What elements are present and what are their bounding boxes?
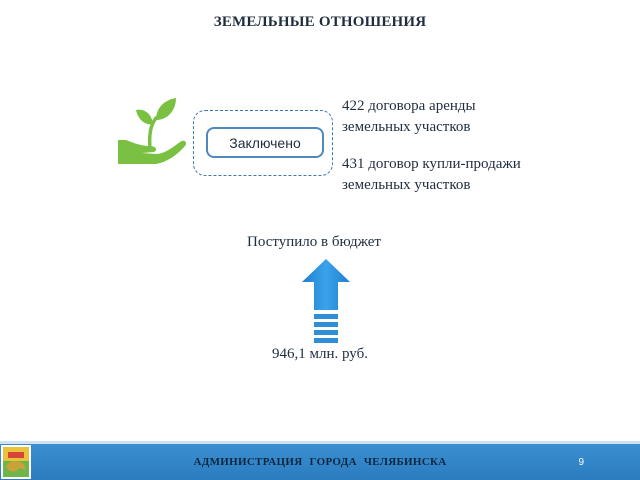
footer-bar [0, 444, 640, 480]
budget-amount: 946,1 млн. руб. [272, 346, 368, 362]
up-arrow-icon [301, 258, 351, 344]
plant-in-hand-icon [116, 96, 190, 166]
lease-contracts-count: 422 договора аренды [342, 98, 476, 114]
budget-label: Поступило в бюджет [247, 234, 381, 250]
lease-contracts-subject: земельных участков [342, 119, 471, 135]
page-number: 9 [578, 457, 584, 468]
footer-organization: АДМИНИСТРАЦИЯ ГОРОДА ЧЕЛЯБИНСКА [193, 456, 447, 468]
sale-contracts-count: 431 договор купли-продажи [342, 156, 521, 172]
lease-contracts-stat [342, 96, 476, 138]
sale-contracts-subject: земельных участков [342, 177, 471, 193]
sale-contracts-stat [342, 154, 521, 196]
city-emblem-icon [0, 444, 32, 480]
concluded-label: Заключено [206, 127, 324, 158]
page-title: ЗЕМЕЛЬНЫЕ ОТНОШЕНИЯ [213, 14, 427, 30]
